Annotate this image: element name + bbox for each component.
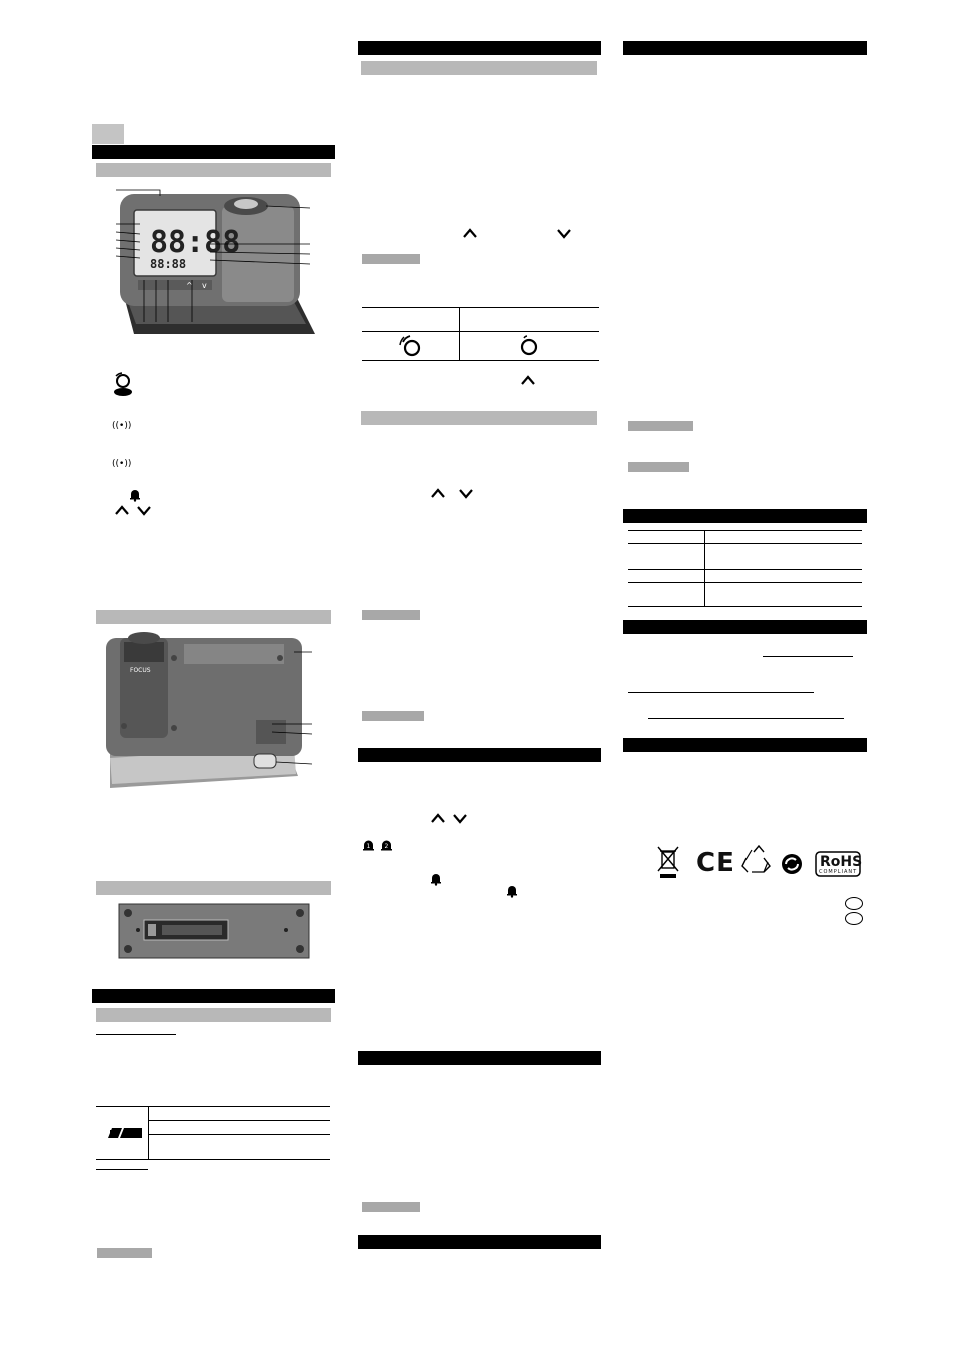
rohs-main-text: RoHS: [820, 854, 863, 870]
subsection-heading-bar-6: [361, 411, 597, 425]
svg-text:1: 1: [366, 843, 371, 850]
focus-label: FOCUS: [130, 667, 151, 674]
note-chip-7: [628, 462, 689, 472]
note-chip-5: [362, 1202, 420, 1212]
section-heading-bar-4: [358, 748, 601, 762]
crossed-bin-icon: [658, 847, 678, 878]
underline-link-2: [628, 692, 814, 693]
alarm-bell-icon-3: [505, 884, 519, 898]
underline-mark: [96, 1034, 176, 1035]
underline-link: [763, 656, 853, 657]
chevron-down-icon: [558, 230, 570, 237]
note-chip-6: [628, 421, 693, 431]
subsection-heading-bar-4: [96, 1008, 331, 1022]
section-heading-bar-5: [358, 1051, 601, 1065]
alarm-bell-icon-2: [429, 872, 443, 886]
up-down-arrows-2: [462, 226, 574, 240]
chevron-down-icon: [454, 815, 466, 822]
projection-icon: [112, 372, 136, 398]
country-oval-2: [845, 912, 863, 925]
up-down-arrows-3: [430, 487, 476, 499]
subsection-heading-bar-3: [96, 881, 331, 895]
section-heading-bar-2: [92, 989, 335, 1003]
up-down-arrows-4: [430, 812, 470, 824]
section-heading-bar-8: [623, 509, 867, 523]
lcd-small-digits: 88:88: [150, 257, 187, 271]
underline-link-3: [648, 718, 844, 719]
down-button-mark: v: [202, 281, 207, 290]
chevron-up-icon: [432, 490, 444, 497]
chevron-up-icon: [116, 507, 128, 514]
chevron-down-icon: [460, 490, 472, 497]
chevron-down-icon: [138, 507, 150, 514]
radio-wave-icon: ((•)): [112, 421, 132, 431]
country-oval: [845, 897, 863, 910]
focus-wheel: [124, 642, 164, 662]
subsection-heading-bar-2: [96, 610, 331, 624]
back-view-illustration: [104, 628, 322, 793]
weak-signal-icon: [516, 334, 542, 358]
underline-mark-2: [96, 1169, 148, 1170]
language-tab: [92, 124, 124, 144]
recycle-icon: [742, 846, 770, 872]
alarm-bell-icon: [128, 488, 142, 502]
section-heading-bar-10: [623, 738, 867, 752]
note-chip: [97, 1248, 152, 1258]
lcd-main-digits: 88:88: [150, 225, 241, 260]
subsection-heading-bar: [96, 163, 331, 177]
chevron-up-icon: [432, 815, 444, 822]
note-chip-3: [362, 610, 420, 620]
ce-mark-icon: CE: [696, 848, 735, 878]
up-button-mark: ^: [186, 281, 193, 290]
svg-text:2: 2: [384, 843, 389, 850]
green-dot-icon: [782, 854, 802, 874]
section-heading-bar-7: [623, 41, 867, 55]
chevron-up-icon: [464, 230, 476, 237]
subsection-heading-bar-5: [361, 61, 597, 75]
battery-low-icon: [108, 1126, 144, 1140]
section-heading-bar-9: [623, 620, 867, 634]
battery-compartment-illustration: [118, 903, 310, 959]
strong-signal-icon: [398, 334, 424, 358]
radio-wave-icon-2: ((•)): [112, 459, 132, 469]
up-down-arrows: [114, 503, 154, 517]
section-heading-bar-6: [358, 1235, 601, 1249]
note-chip-4: [362, 711, 424, 721]
front-buttons: [138, 280, 212, 290]
front-view-illustration: [110, 184, 325, 344]
section-heading-bar-3: [358, 41, 601, 55]
rohs-sub-text: COMPLIANT: [819, 869, 858, 875]
section-heading-bar: [92, 145, 335, 159]
note-chip-2: [362, 254, 420, 264]
chevron-up-icon: [520, 374, 536, 386]
alarm-1-2-icons: [362, 839, 396, 853]
